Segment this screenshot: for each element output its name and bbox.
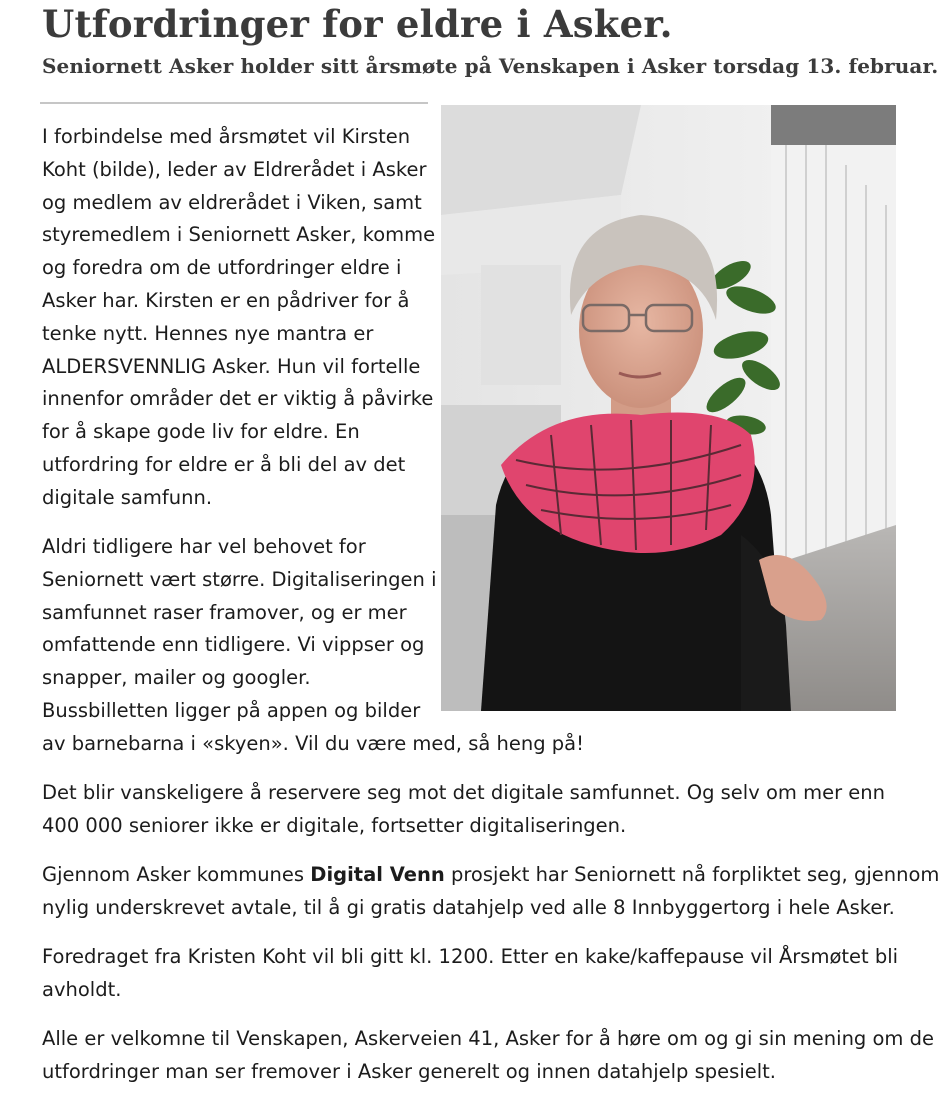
text-line: Asker har. Kirsten er en pådriver for å (42, 288, 410, 312)
text-line: Alle er velkomne til Venskapen, Askerveien 41, Asker for å høre om og gi sin mening om de (42, 1027, 935, 1050)
title-divider (40, 102, 428, 104)
text-line: styremedlem i Seniornett Asker, komme (42, 223, 436, 247)
text-line: utfordring for eldre er å bli del av det (42, 452, 406, 476)
paragraph-digital (42, 531, 584, 761)
article-title: Utfordringer for eldre i Asker. (42, 2, 673, 46)
text-line: Bussbilletten ligger på appen og bilder (42, 698, 421, 722)
text-line: av barnebarna i «skyen». Vil du være med, så heng på! (42, 731, 584, 755)
text-line: utfordringer man ser fremover i Asker generelt og innen datahjelp spesielt. (42, 1059, 777, 1083)
text-line: omfattende enn tidligere. Vi vippser og (42, 633, 425, 657)
digital-venn-highlight: Digital Venn (310, 863, 445, 886)
text-line (42, 859, 939, 892)
text-line: tenke nytt. Hennes nye mantra er (42, 321, 374, 345)
text-line: snapper, mailer og googler. (42, 666, 311, 690)
text-line: Foredraget fra Kristen Koht vil bli gitt kl. 1200. Etter en kake/kaffepause vil Årsmøtet bli (42, 945, 899, 968)
paragraph-schedule (42, 941, 898, 1007)
paragraph-intro (42, 121, 435, 515)
text-line: Seniornett vært større. Digitaliseringen i (42, 567, 437, 591)
text-line: ALDERSVENNLIG Asker. Hun vil fortelle (42, 354, 421, 378)
text-line: samfunnet raser framover, og er mer (42, 600, 407, 624)
text-line: og foredra om de utfordringer eldre i (42, 256, 402, 280)
text-segment: Gjennom Asker kommunes (42, 863, 311, 886)
text-line: Koht (bilde), leder av Eldrerådet i Asker (42, 157, 427, 181)
text-line: innenfor områder det er viktig å påvirke (42, 387, 434, 411)
text-line: 400 000 seniorer ikke er digitale, fortsetter digitaliseringen. (42, 813, 627, 837)
paragraph-digital-venn (42, 859, 939, 925)
text-line: I forbindelse med årsmøtet vil Kirsten (42, 125, 411, 148)
text-line: nylig underskrevet avtale, til å gi gratis datahjelp ved alle 8 Innbyggertorg i hele Asker. (42, 895, 895, 919)
paragraph-welcome (42, 1023, 934, 1089)
text-line: Det blir vanskeligere å reservere seg mot det digitale samfunnet. Og selv om mer enn (42, 781, 886, 804)
article-subtitle: Seniornett Asker holder sitt årsmøte på Venskapen i Asker torsdag 13. februar. (42, 54, 939, 78)
text-line: Aldri tidligere har vel behovet for (42, 535, 366, 558)
text-line: for å skape gode liv for eldre. En (42, 420, 360, 444)
text-line: og medlem av eldrerådet i Viken, samt (42, 190, 422, 214)
text-segment: prosjekt har Seniornett nå forpliktet seg, gjennom (444, 863, 940, 886)
paragraph-reservation (42, 777, 885, 843)
text-line: avholdt. (42, 977, 122, 1001)
text-line: digitale samfunn. (42, 485, 213, 509)
